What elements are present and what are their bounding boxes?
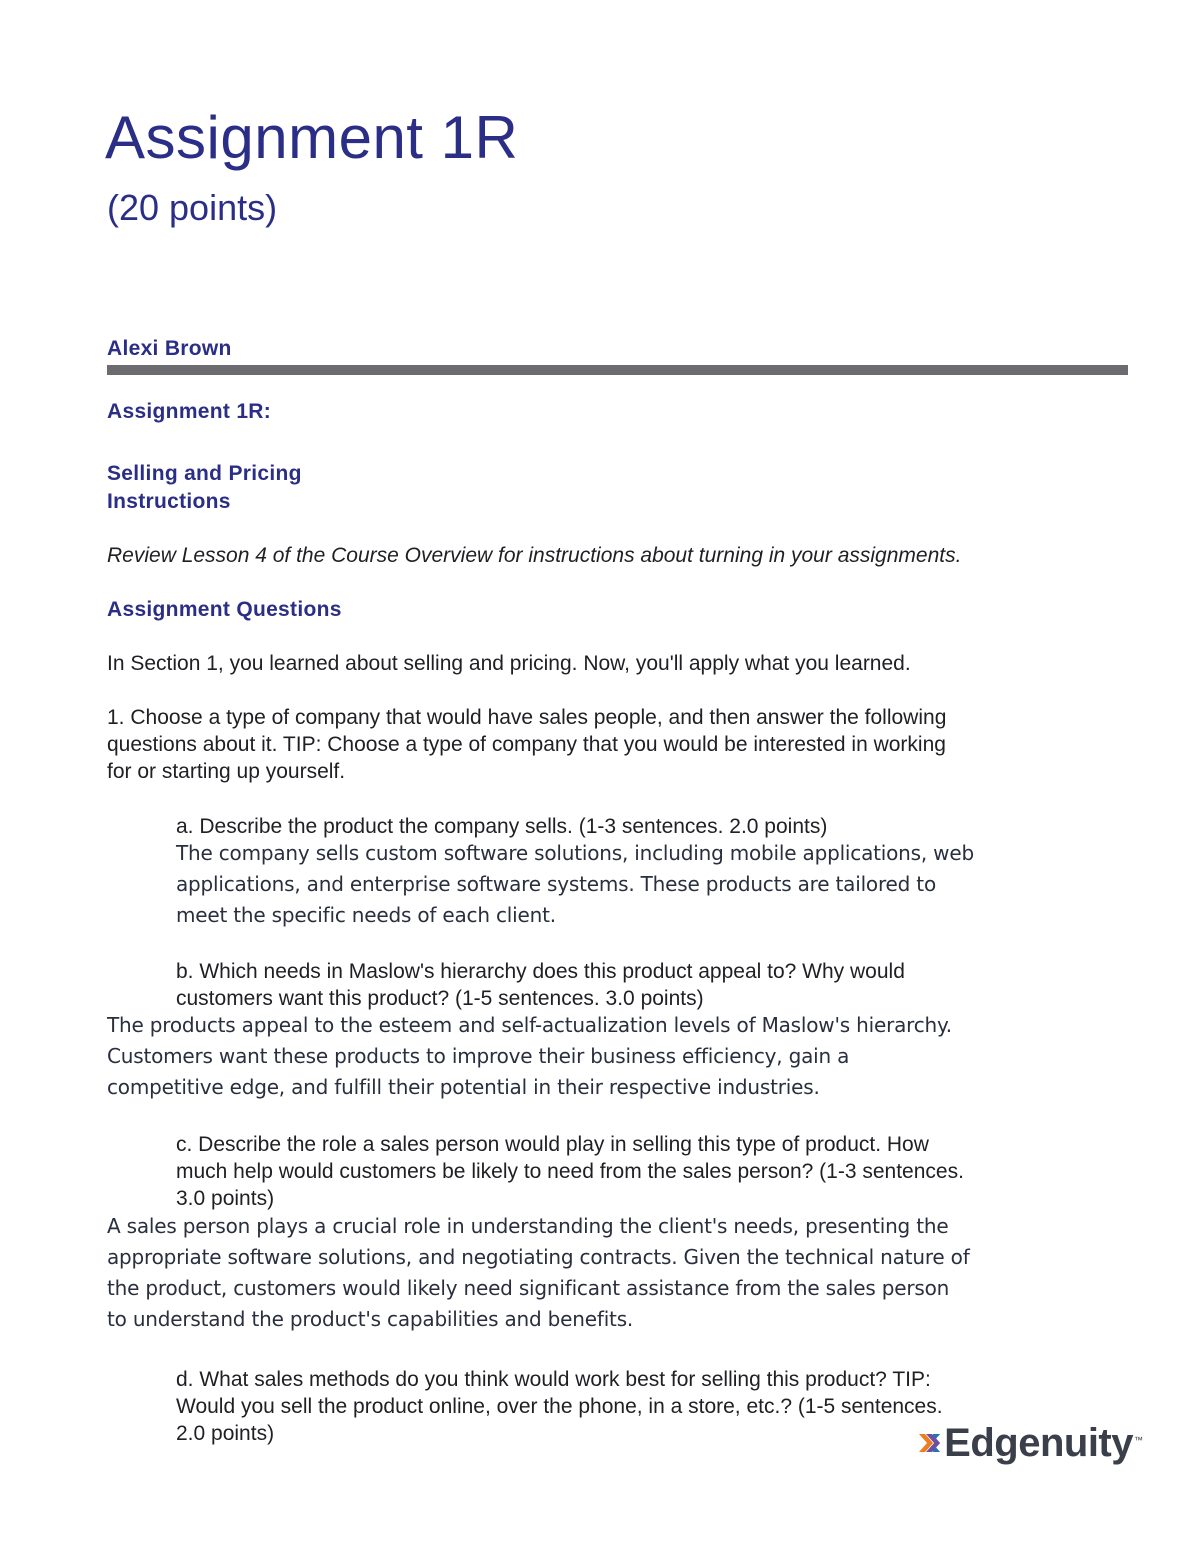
- edgenuity-logo: [918, 1413, 1143, 1473]
- question-1a-line: a. Describe the product the company sells. (1-3 sentences. 2.0 points): [176, 815, 828, 838]
- edgenuity-x-icon: [918, 1421, 942, 1465]
- answer-1a-line: The company sells custom software solutions, including mobile applications, web: [176, 841, 974, 865]
- question-1d-line: 2.0 points): [176, 1422, 275, 1445]
- answer-1c: [107, 1211, 970, 1335]
- question-1d-line: d. What sales methods do you think would work best for selling this product? TIP:: [176, 1368, 931, 1391]
- topic-heading: Selling and Pricing: [107, 462, 302, 485]
- logo-trademark: ™: [1134, 1435, 1143, 1445]
- question-1d-line: Would you sell the product online, over the phone, in a store, etc.? (1-5 sentences.: [176, 1395, 943, 1418]
- answer-1c-line: appropriate software solutions, and negotiating contracts. Given the technical nature of: [107, 1245, 970, 1269]
- instructions-text: Review Lesson 4 of the Course Overview for instructions about turning in your assignments.: [107, 544, 962, 567]
- student-name: Alexi Brown: [107, 337, 232, 360]
- logo-wordmark: Edgenuity: [944, 1420, 1133, 1465]
- question-1b-line: customers want this product? (1-5 sentences. 3.0 points): [176, 987, 704, 1010]
- answer-1c-line: to understand the product's capabilities and benefits.: [107, 1307, 634, 1331]
- answer-1b: [107, 1010, 952, 1103]
- answer-1a: [176, 838, 974, 931]
- answer-1a-line: applications, and enterprise software systems. These products are tailored to: [176, 872, 936, 896]
- answer-1a-line: meet the specific needs of each client.: [176, 903, 556, 927]
- question-1b: [176, 958, 905, 1012]
- question-1: [107, 704, 946, 785]
- answer-1b-line: The products appeal to the esteem and self-actualization levels of Maslow's hierarchy.: [107, 1013, 952, 1037]
- question-1-line: for or starting up yourself.: [107, 760, 346, 783]
- question-1-line: questions about it. TIP: Choose a type of company that you would be interested in working: [107, 733, 946, 756]
- intro-text: In Section 1, you learned about selling and pricing. Now, you'll apply what you learned.: [107, 652, 911, 675]
- question-1a: [176, 813, 827, 840]
- question-1c-line: c. Describe the role a sales person would play in selling this type of product. How: [176, 1133, 929, 1156]
- answer-1c-line: A sales person plays a crucial role in understanding the client's needs, presenting the: [107, 1214, 949, 1238]
- question-1b-line: b. Which needs in Maslow's hierarchy does this product appeal to? Why would: [176, 960, 905, 983]
- assignment-heading: Assignment 1R:: [107, 400, 272, 423]
- question-1c-line: much help would customers be likely to need from the sales person? (1-3 sentences.: [176, 1160, 964, 1183]
- points-subtitle: (20 points): [107, 187, 278, 228]
- question-1c: [176, 1131, 964, 1212]
- answer-1b-line: Customers want these products to improve their business efficiency, gain a: [107, 1044, 850, 1068]
- answer-1b-line: competitive edge, and fulfill their potential in their respective industries.: [107, 1075, 820, 1099]
- answer-1c-line: the product, customers would likely need significant assistance from the sales person: [107, 1276, 950, 1300]
- question-1c-line: 3.0 points): [176, 1187, 275, 1210]
- assignment-questions-heading: Assignment Questions: [107, 598, 342, 621]
- document-title: Assignment 1R: [105, 104, 519, 171]
- header-divider: [107, 365, 1128, 375]
- question-1-line: 1. Choose a type of company that would have sales people, and then answer the following: [107, 706, 947, 729]
- instructions-heading: Instructions: [107, 490, 231, 513]
- question-1d: [176, 1366, 943, 1447]
